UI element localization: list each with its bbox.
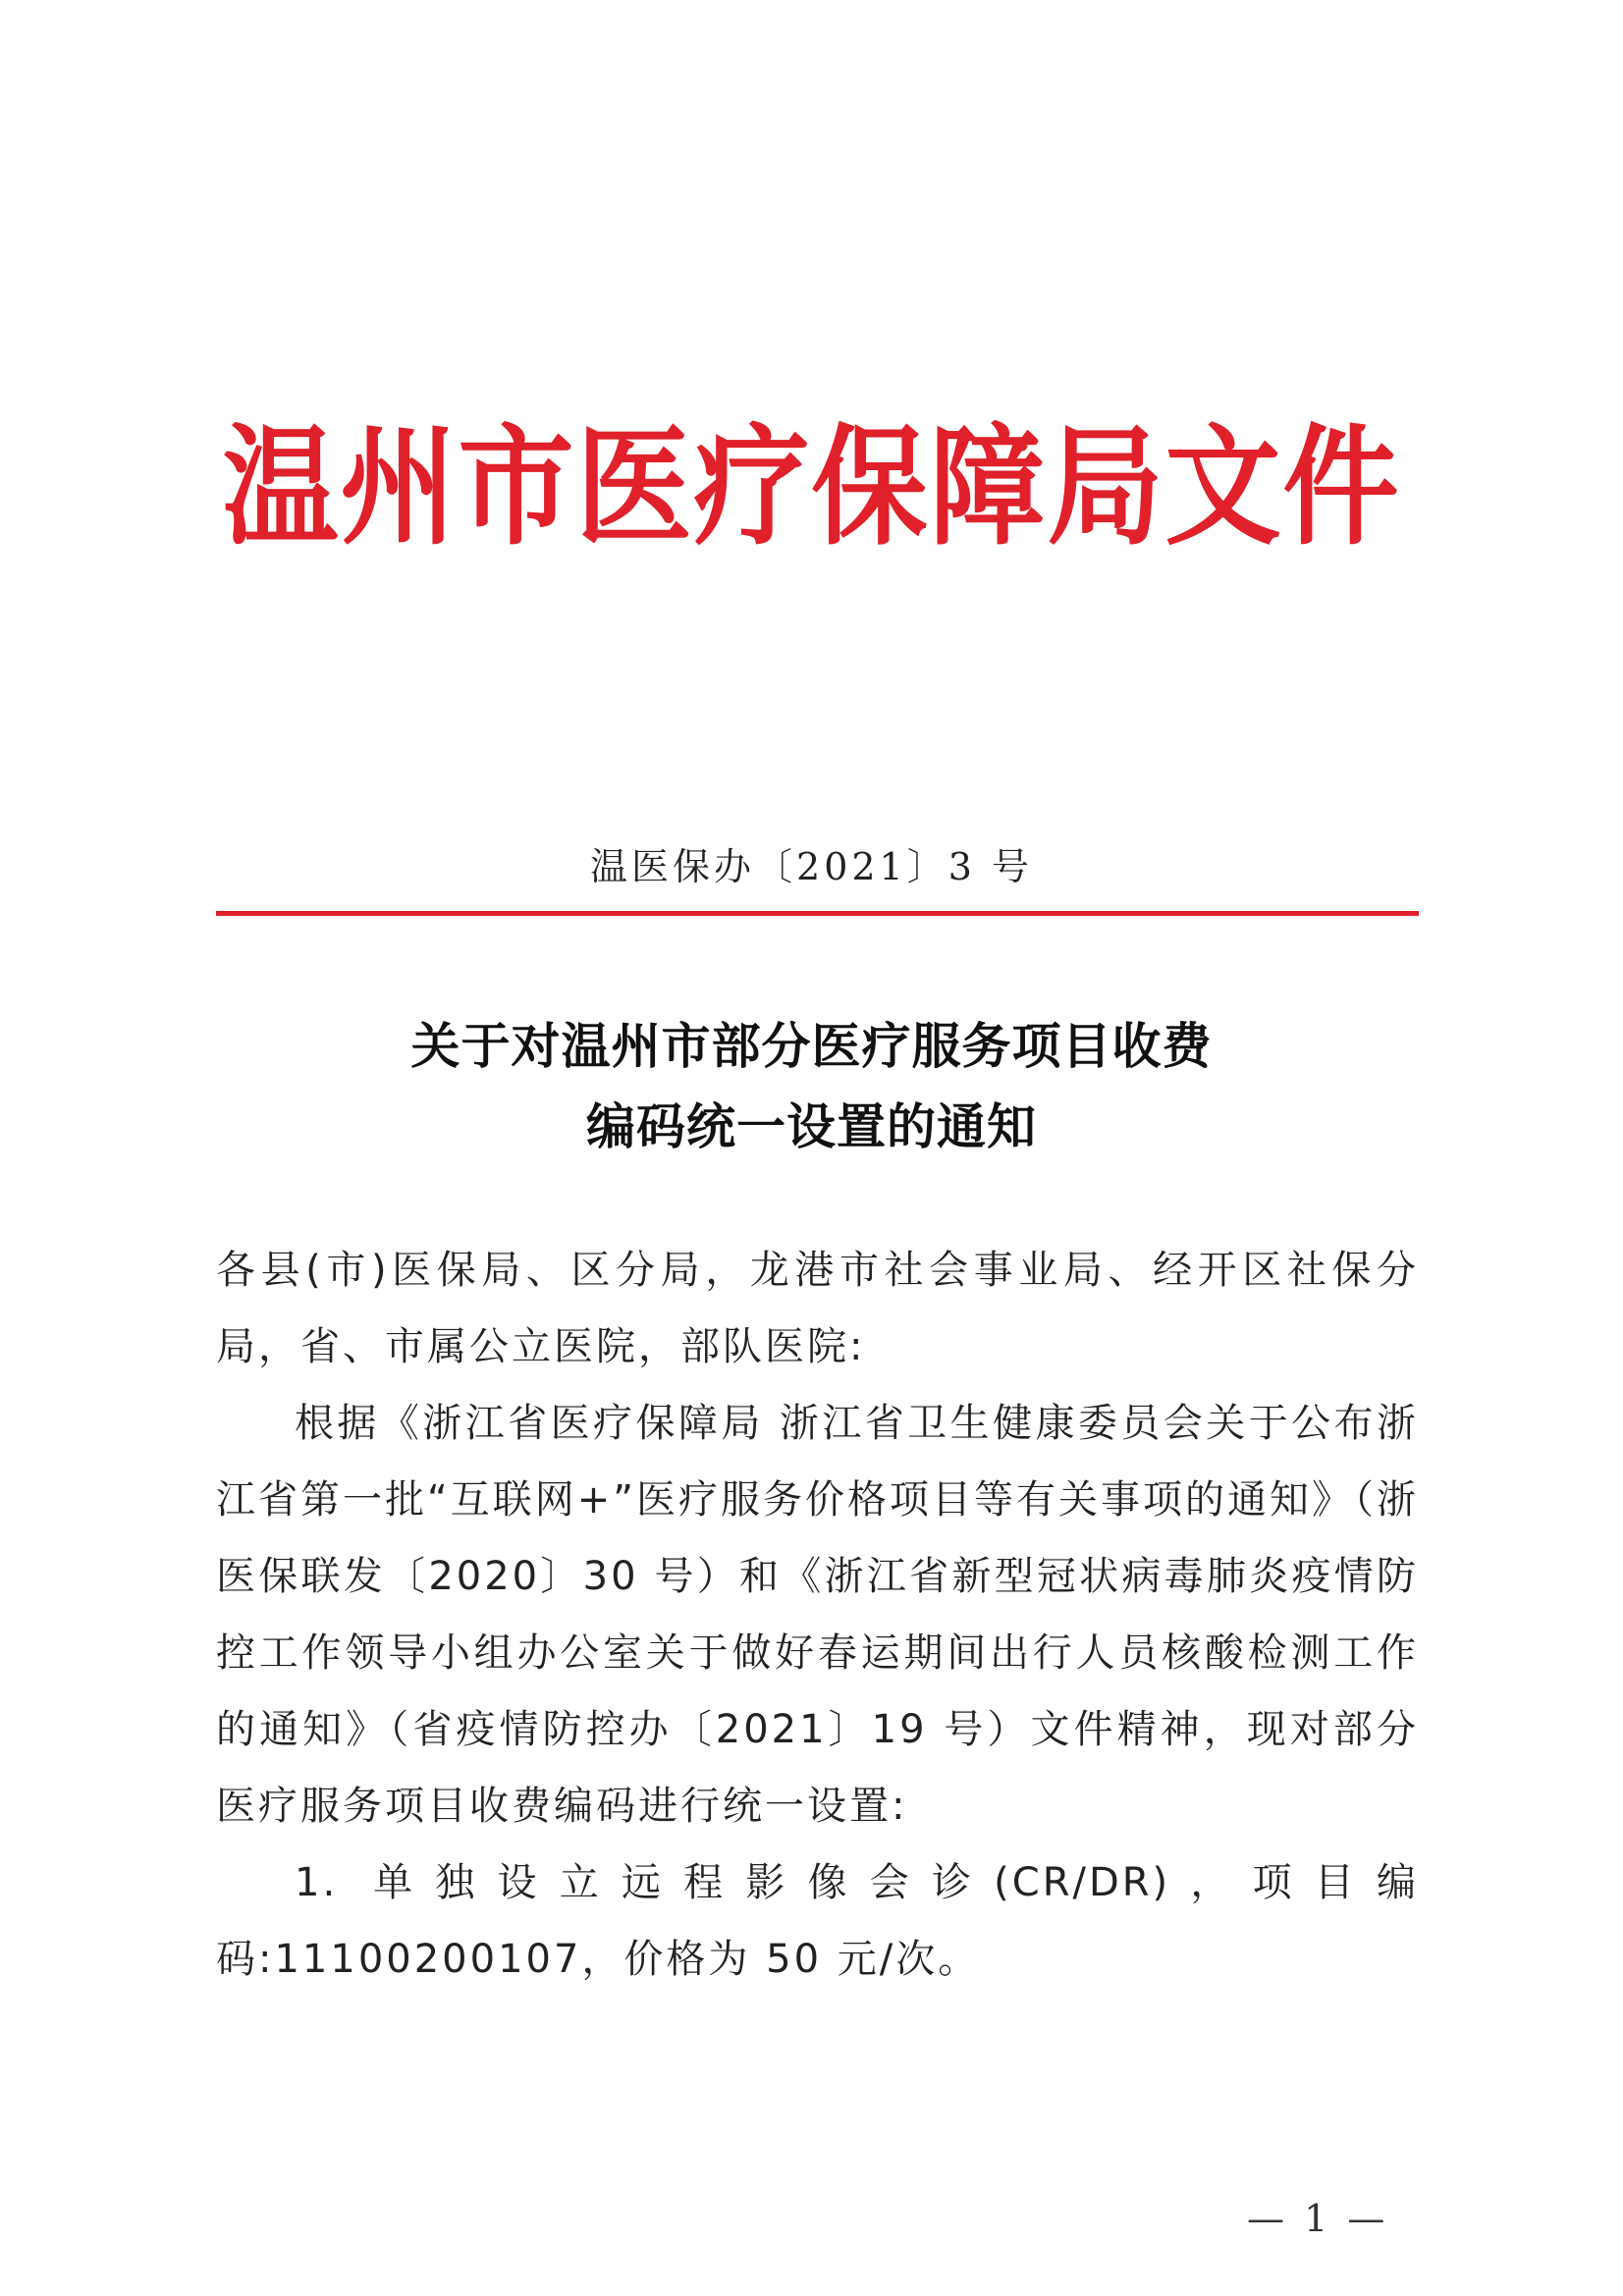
- agency-masthead: 温州市医疗保障局文件: [222, 409, 1401, 563]
- recipients-paragraph: 各县(市)医保局、区分局，龙港市社会事业局、经开区社保分局，省、市属公立医院，部队医院:: [216, 1248, 1419, 1369]
- red-divider-line: [216, 911, 1419, 916]
- basis-paragraph: 根据《浙江省医疗保障局 浙江省卫生健康委员会关于公布浙江省第一批“互联网+”医疗服务价格项目等有关事项的通知》（浙医保联发〔2020〕30 号）和《浙江省新型冠状病毒肺炎疫情防控工作领导小组办公室关于做好春运期间出行人员核酸检测工作的通知》（省疫情防控办〔2021〕19 号）文件精神，现对部分医疗服务项目收费编码进行统一设置:: [216, 1401, 1419, 1829]
- title-line-1: 关于对温州市部分医疗服务项目收费: [410, 1017, 1213, 1075]
- document-body: [216, 1232, 1419, 1998]
- page-number: — 1 —: [1247, 2197, 1389, 2240]
- document-title: [0, 1006, 1623, 1167]
- title-line-2: 编码统一设置的通知: [586, 1097, 1037, 1155]
- document-number: 温医保办〔2021〕3 号: [590, 845, 1033, 888]
- item-1-paragraph: 1. 单独设立远程影像会诊(CR/DR)，项目编码:11100200107，价格为 50 元/次。: [216, 1860, 1419, 1982]
